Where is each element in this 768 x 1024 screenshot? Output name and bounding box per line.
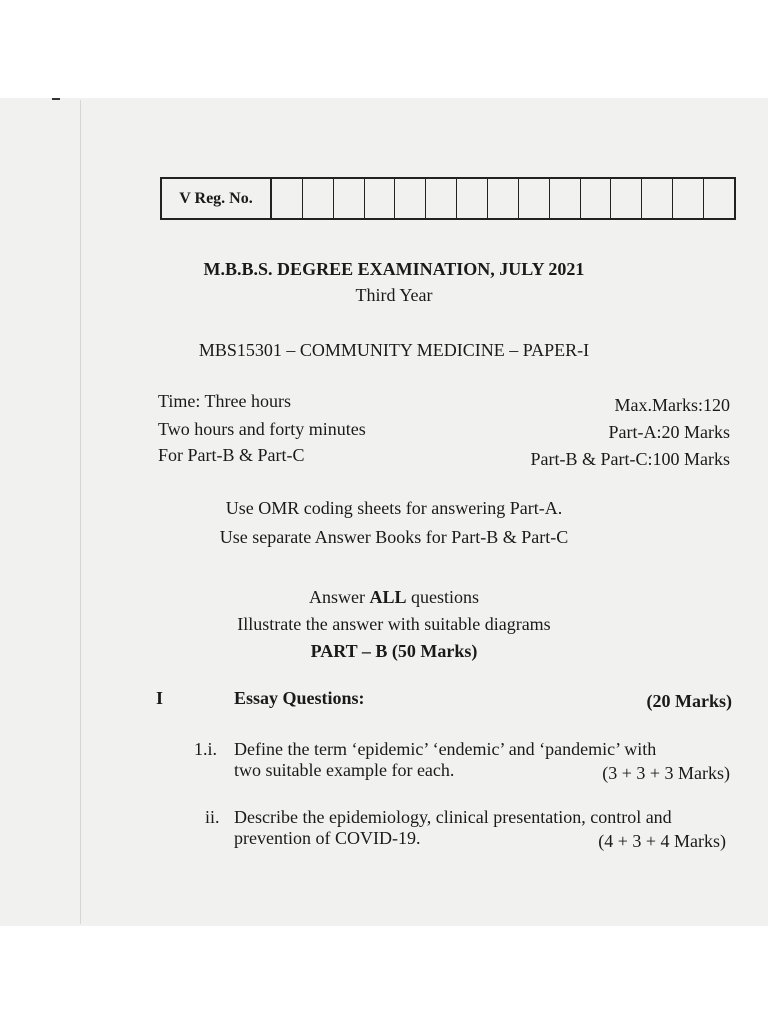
answer-suffix: questions xyxy=(406,587,480,607)
omr-instruction: Use OMR coding sheets for answering Part-A. xyxy=(225,498,563,518)
question-text: Describe the epidemiology, clinical presentation, control and xyxy=(234,807,672,827)
question-number: ii. xyxy=(205,807,220,827)
answer-all-instruction xyxy=(80,586,708,608)
section-marks: (20 Marks) xyxy=(646,691,732,711)
paper-title: MBS15301 – COMMUNITY MEDICINE – PAPER-I xyxy=(198,340,590,360)
diagram-instruction: Illustrate the answer with suitable diagrams xyxy=(237,614,551,634)
register-number-box xyxy=(160,177,736,220)
time-label: Time: Three hours xyxy=(158,391,291,411)
register-digit-cell xyxy=(488,179,519,218)
register-number-label: V Reg. No. xyxy=(162,179,272,218)
register-digit-cell xyxy=(365,179,396,218)
register-digit-cell xyxy=(673,179,704,218)
register-digit-cell xyxy=(581,179,612,218)
part-a-marks: Part-A:20 Marks xyxy=(608,422,730,442)
answer-book-instruction: Use separate Answer Books for Part-B & Part-C xyxy=(219,527,569,547)
part-b-title: PART – B (50 Marks) xyxy=(310,641,478,661)
section-number: I xyxy=(156,688,164,708)
question-marks: (4 + 3 + 4 Marks) xyxy=(598,831,726,851)
question-text: Define the term ‘epidemic’ ‘endemic’ and ‘pandemic’ with xyxy=(234,739,657,759)
scan-mark xyxy=(52,98,60,100)
exam-title: M.B.B.S. DEGREE EXAMINATION, JULY 2021 xyxy=(203,259,585,279)
question-text: two suitable example for each. xyxy=(234,760,455,780)
answer-prefix: Answer xyxy=(308,587,370,607)
max-marks: Max.Marks:120 xyxy=(614,395,730,415)
register-digit-cell xyxy=(457,179,488,218)
register-number-cells xyxy=(272,179,734,218)
register-digit-cell xyxy=(642,179,673,218)
register-digit-cell xyxy=(303,179,334,218)
part-bc-marks: Part-B & Part-C:100 Marks xyxy=(530,449,730,469)
register-digit-cell xyxy=(550,179,581,218)
parts-label: For Part-B & Part-C xyxy=(158,445,305,465)
question-text: prevention of COVID-19. xyxy=(234,828,421,848)
section-title: Essay Questions: xyxy=(234,688,365,708)
register-digit-cell xyxy=(272,179,303,218)
register-digit-cell xyxy=(334,179,365,218)
register-digit-cell xyxy=(519,179,550,218)
register-digit-cell xyxy=(611,179,642,218)
register-digit-cell xyxy=(426,179,457,218)
register-digit-cell xyxy=(704,179,734,218)
question-number: 1.i. xyxy=(194,739,218,759)
duration-label: Two hours and forty minutes xyxy=(158,419,366,439)
question-marks: (3 + 3 + 3 Marks) xyxy=(602,763,730,783)
exam-year: Third Year xyxy=(355,285,433,305)
register-digit-cell xyxy=(395,179,426,218)
answer-all-emphasis: ALL xyxy=(369,587,407,607)
